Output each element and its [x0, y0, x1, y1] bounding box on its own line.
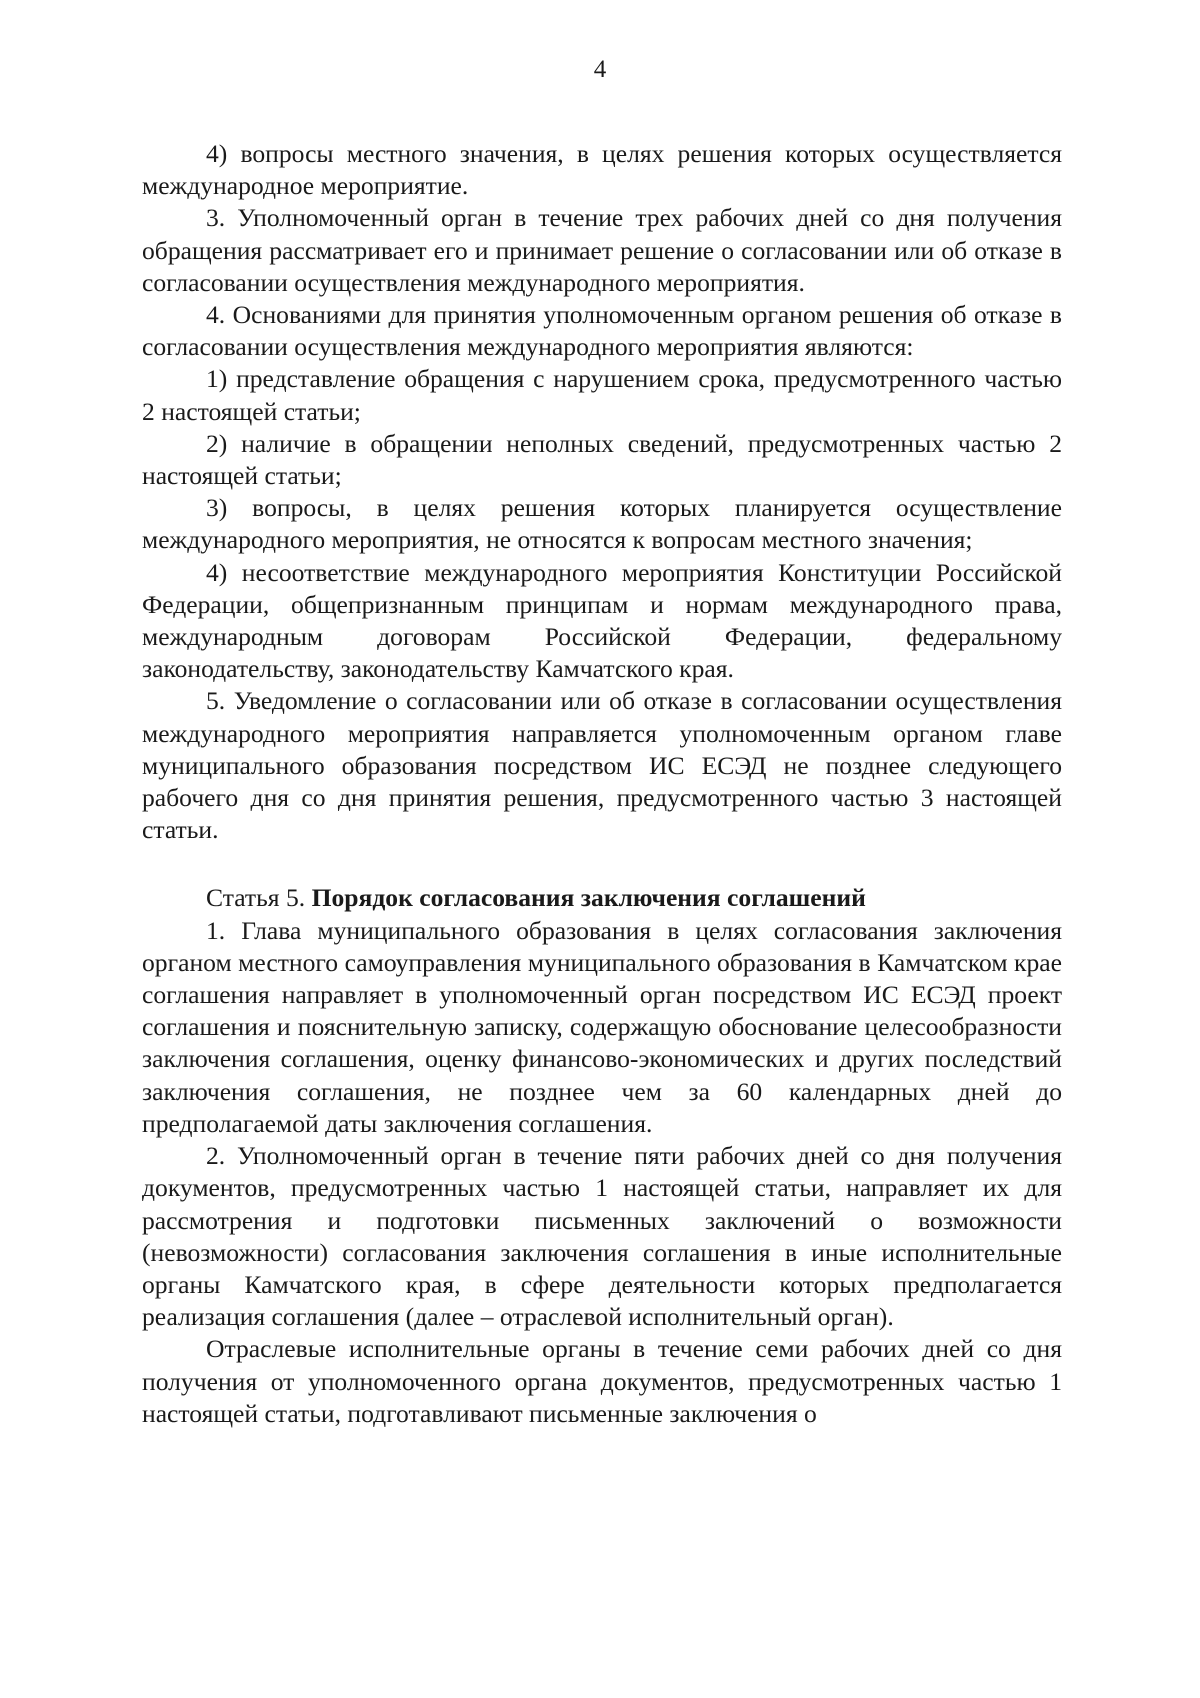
- paragraph: 3. Уполномоченный орган в течение трех рабочих дней со дня получения обращения рассматривает его и принимает решение о согласовании или об отказе в согласовании осуществления международного мероприятия.: [142, 203, 1062, 297]
- paragraph: 4) вопросы местного значения, в целях решения которых осуществляется международное мероприятие.: [142, 139, 1062, 201]
- paragraph: Отраслевые исполнительные органы в течение семи рабочих дней со дня получения от уполномоченного органа документов, предусмотренных частью 1 настоящей статьи, подготавливают письменные заключения о: [142, 1334, 1062, 1428]
- document-body: [142, 138, 1062, 1430]
- paragraph: 3) вопросы, в целях решения которых планируется осуществление международного мероприятия, не относятся к вопросам местного значения;: [142, 493, 1062, 555]
- paragraph: 4) несоответствие международного мероприятия Конституции Российской Федерации, общепризнанным принципам и нормам международного права, международным договорам Российской Федерации, федеральному законодательству, законодательству Камчатского края.: [142, 557, 1062, 684]
- article-title: Порядок согласования заключения соглашений: [311, 883, 866, 913]
- article-heading: [142, 882, 1062, 914]
- paragraph: 4. Основаниями для принятия уполномоченным органом решения об отказе в согласовании осуществления международного мероприятия являются:: [142, 300, 1062, 362]
- paragraph: 2. Уполномоченный орган в течение пяти рабочих дней со дня получения документов, предусмотренных частью 1 настоящей статьи, направляет их для рассмотрения и подготовки письменных заключений о возможности (невозможности) согласования заключения соглашения в иные исполнительные органы Камчатского края, в сфере деятельности которых предполагается реализация соглашения (далее – отраслевой исполнительный орган).: [142, 1141, 1062, 1332]
- page-number: 4: [593, 56, 607, 83]
- paragraph: 1) представление обращения с нарушением срока, предусмотренного частью 2 настоящей статьи;: [142, 364, 1062, 426]
- paragraph: 1. Глава муниципального образования в целях согласования заключения органом местного самоуправления муниципального образования в Камчатском крае соглашения направляет в уполномоченный орган посредством ИС ЕСЭД проект соглашения и пояснительную записку, содержащую обоснование целесообразности заключения соглашения, оценку финансово-экономических и других последствий заключения соглашения, не позднее чем за 60 календарных дней до предполагаемой даты заключения соглашения.: [142, 915, 1062, 1138]
- article-prefix: Статья 5.: [206, 883, 306, 913]
- paragraph: 5. Уведомление о согласовании или об отказе в согласовании осуществления международного мероприятия направляется уполномоченным органом главе муниципального образования посредством ИС ЕСЭД не позднее следующего рабочего дня со дня принятия решения, предусмотренного частью 3 настоящей статьи.: [142, 686, 1062, 845]
- paragraph: 2) наличие в обращении неполных сведений, предусмотренных частью 2 настоящей статьи;: [142, 428, 1062, 491]
